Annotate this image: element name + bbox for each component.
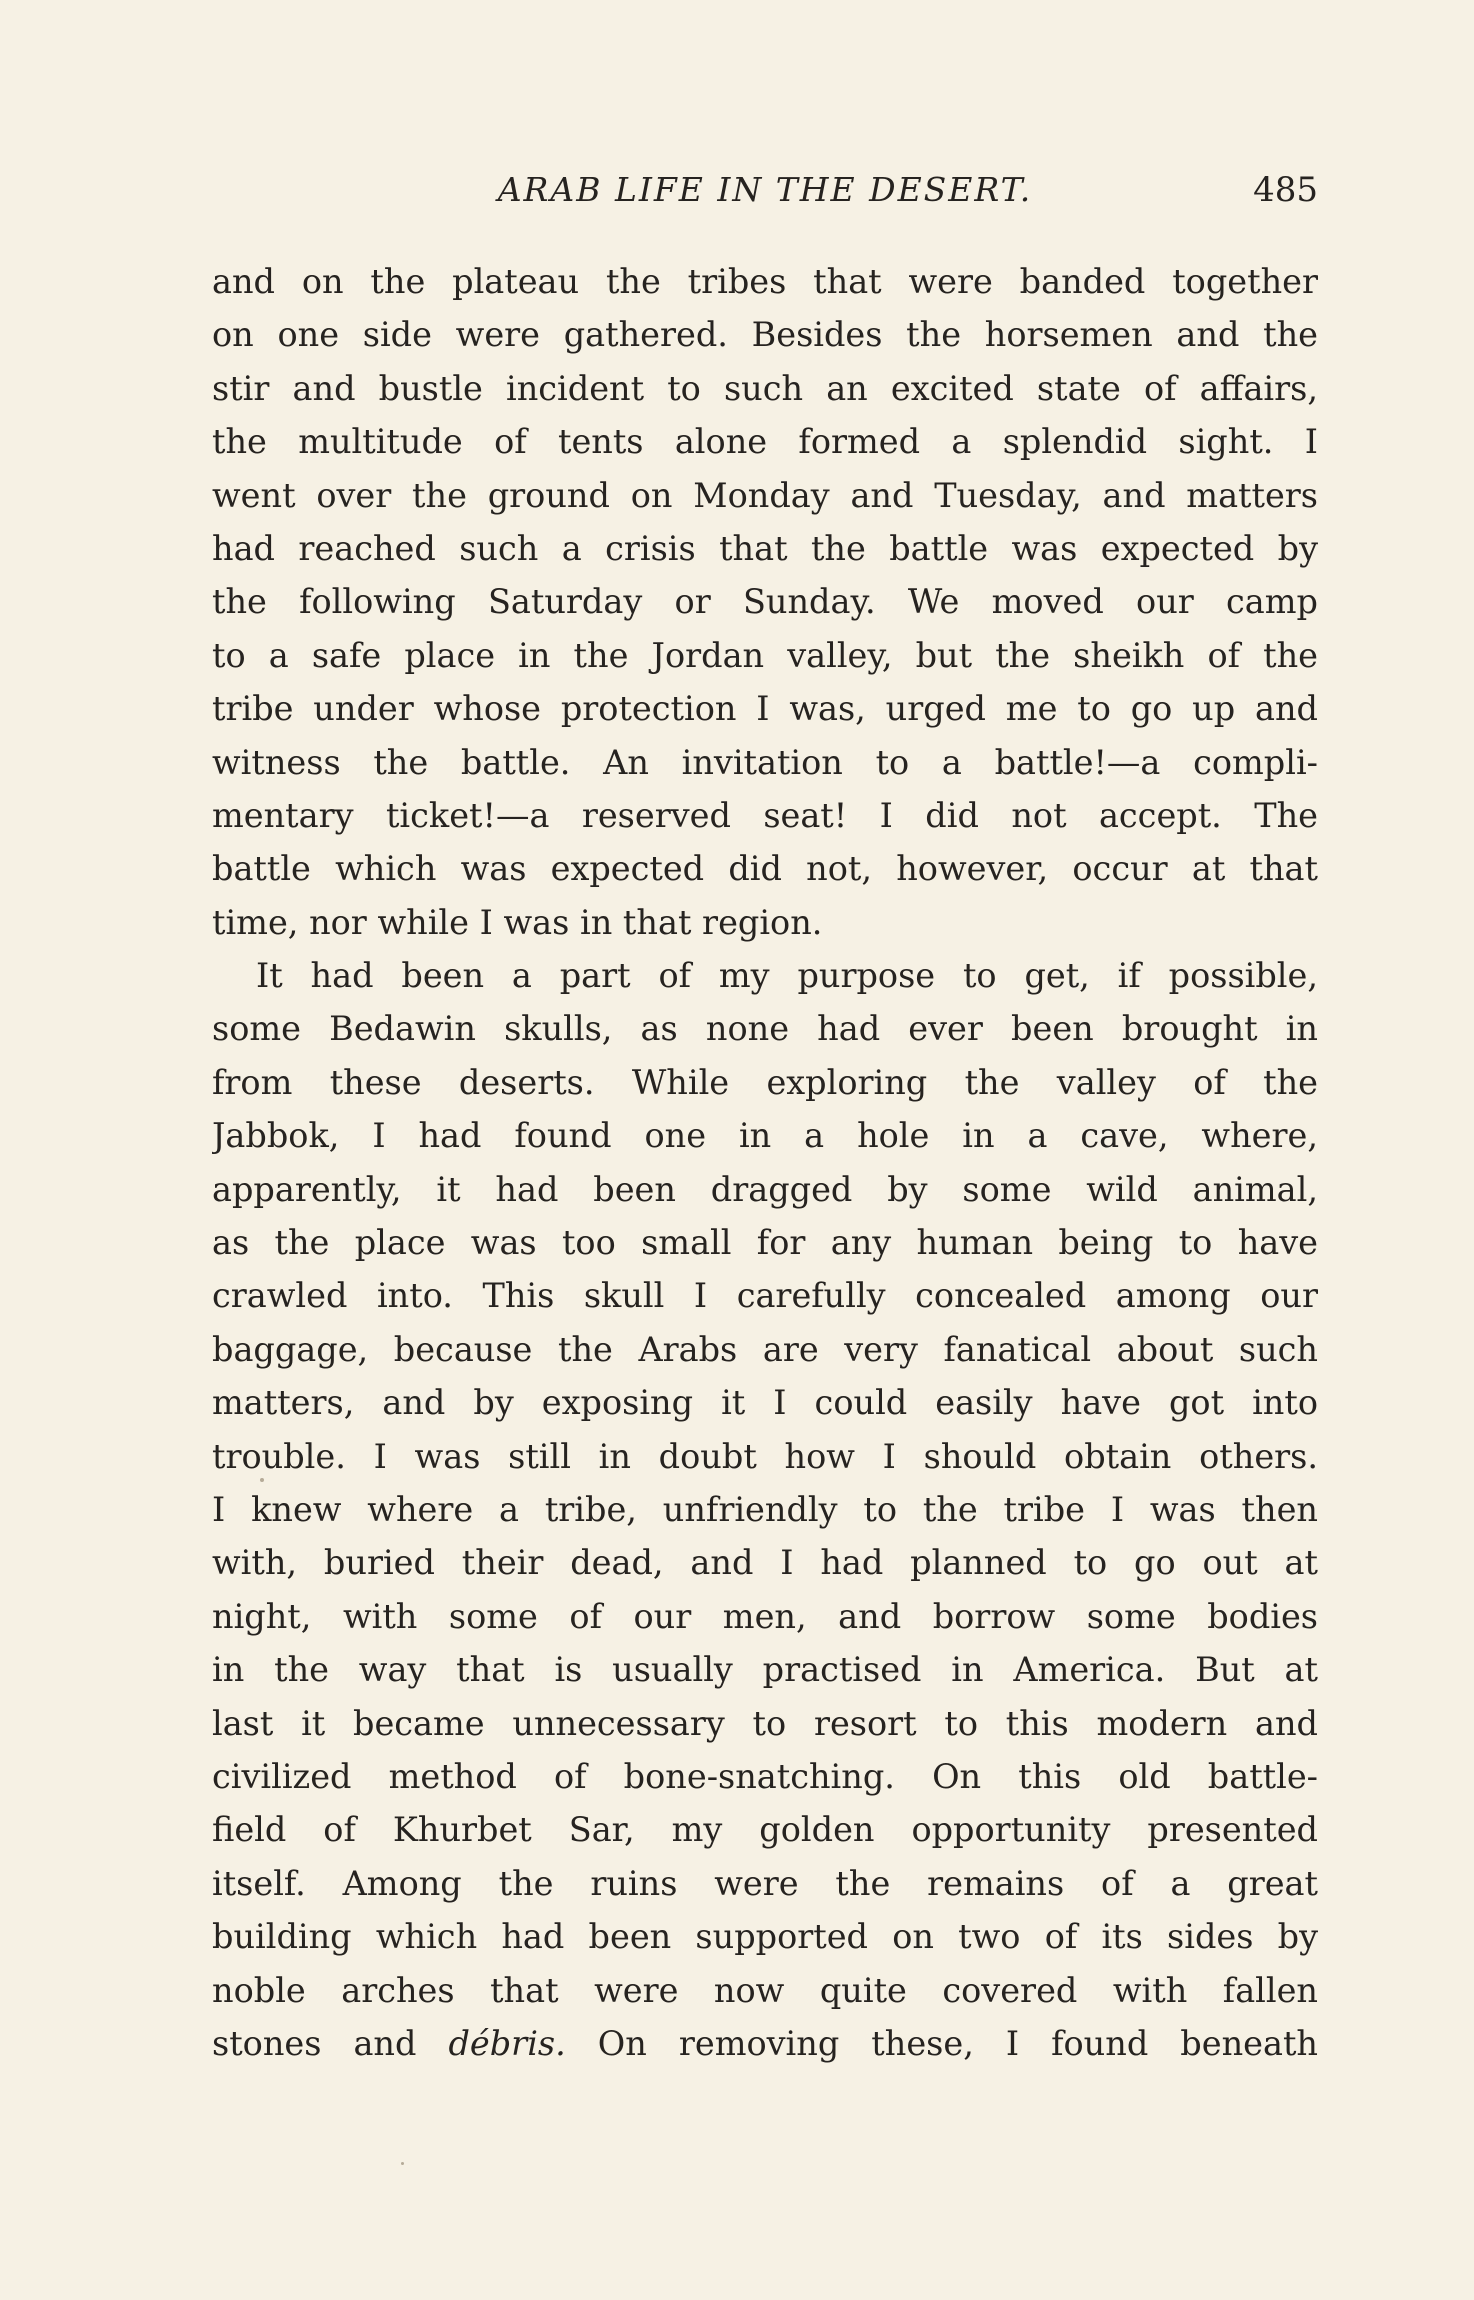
- text-line: crawled into. This skull I carefully concealed among our: [212, 1276, 1318, 1316]
- final-line-start: stones and: [212, 2023, 449, 2063]
- text-line-final: [212, 2017, 1318, 2070]
- text-line: to a safe place in the Jordan valley, but the sheikh of the: [212, 635, 1318, 675]
- text-line: the following Saturday or Sunday. We moved our camp: [212, 582, 1318, 622]
- running-head: [212, 170, 1318, 220]
- text-line: as the place was too small for any human being to have: [212, 1223, 1318, 1263]
- text-line: building which had been supported on two of its sides by: [212, 1917, 1318, 1957]
- body-text: [212, 255, 1318, 2070]
- text-line: tribe under whose protection I was, urged me to go up and: [212, 689, 1318, 729]
- text-line: on one side were gathered. Besides the horsemen and the: [212, 315, 1318, 355]
- text-line: matters, and by exposing it I could easily have got into: [212, 1383, 1318, 1423]
- text-line: with, buried their dead, and I had planned to go out at: [212, 1543, 1318, 1583]
- text-line: from these deserts. While exploring the valley of the: [212, 1062, 1318, 1102]
- text-line: witness the battle. An invitation to a battle!—a compli-: [212, 742, 1318, 782]
- text-line: noble arches that were now quite covered with fallen: [212, 1970, 1318, 2010]
- text-line: civilized method of bone-snatching. On this old battle-: [212, 1756, 1318, 1796]
- text-line: last it became unnecessary to resort to this modern and: [212, 1703, 1318, 1743]
- text-line: itself. Among the ruins were the remains of a great: [212, 1863, 1318, 1903]
- running-title: ARAB LIFE IN THE DESERT.: [497, 170, 1033, 209]
- text-line: went over the ground on Monday and Tuesday, and matters: [212, 475, 1318, 515]
- text-line: stir and bustle incident to such an excited state of affairs,: [212, 368, 1318, 408]
- text-line: battle which was expected did not, however, occur at that: [212, 849, 1318, 889]
- text-line: in the way that is usually practised in America. But at: [212, 1650, 1318, 1690]
- paper-speck: [260, 1478, 264, 1482]
- text-line: night, with some of our men, and borrow some bodies: [212, 1596, 1318, 1636]
- text-line: I knew where a tribe, unfriendly to the tribe I was then: [212, 1489, 1318, 1529]
- italic-word-debris: débris.: [448, 2023, 566, 2063]
- text-line: mentary ticket!—a reserved seat! I did not accept. The: [212, 795, 1318, 835]
- text-line: apparently, it had been dragged by some wild animal,: [212, 1169, 1318, 1209]
- page-number: 485: [1253, 170, 1318, 210]
- paragraph-start-line: It had been a part of my purpose to get, if possible,: [256, 956, 1318, 996]
- text-line: had reached such a crisis that the battle was expected by: [212, 528, 1318, 568]
- text-line: Jabbok, I had found one in a hole in a cave, where,: [212, 1116, 1318, 1156]
- text-line: baggage, because the Arabs are very fanatical about such: [212, 1329, 1318, 1369]
- text-line: field of Khurbet Sar, my golden opportunity presented: [212, 1810, 1318, 1850]
- text-line: trouble. I was still in doubt how I should obtain others.: [212, 1436, 1318, 1476]
- text-line: and on the plateau the tribes that were banded together: [212, 262, 1318, 301]
- final-line-end: On removing these, I found beneath: [565, 2023, 1318, 2063]
- text-line: some Bedawin skulls, as none had ever been brought in: [212, 1009, 1318, 1049]
- text-line: the multitude of tents alone formed a splendid sight. I: [212, 422, 1318, 462]
- paragraph-end-line: time, nor while I was in that region.: [212, 902, 823, 942]
- paper-speck: [401, 2162, 404, 2165]
